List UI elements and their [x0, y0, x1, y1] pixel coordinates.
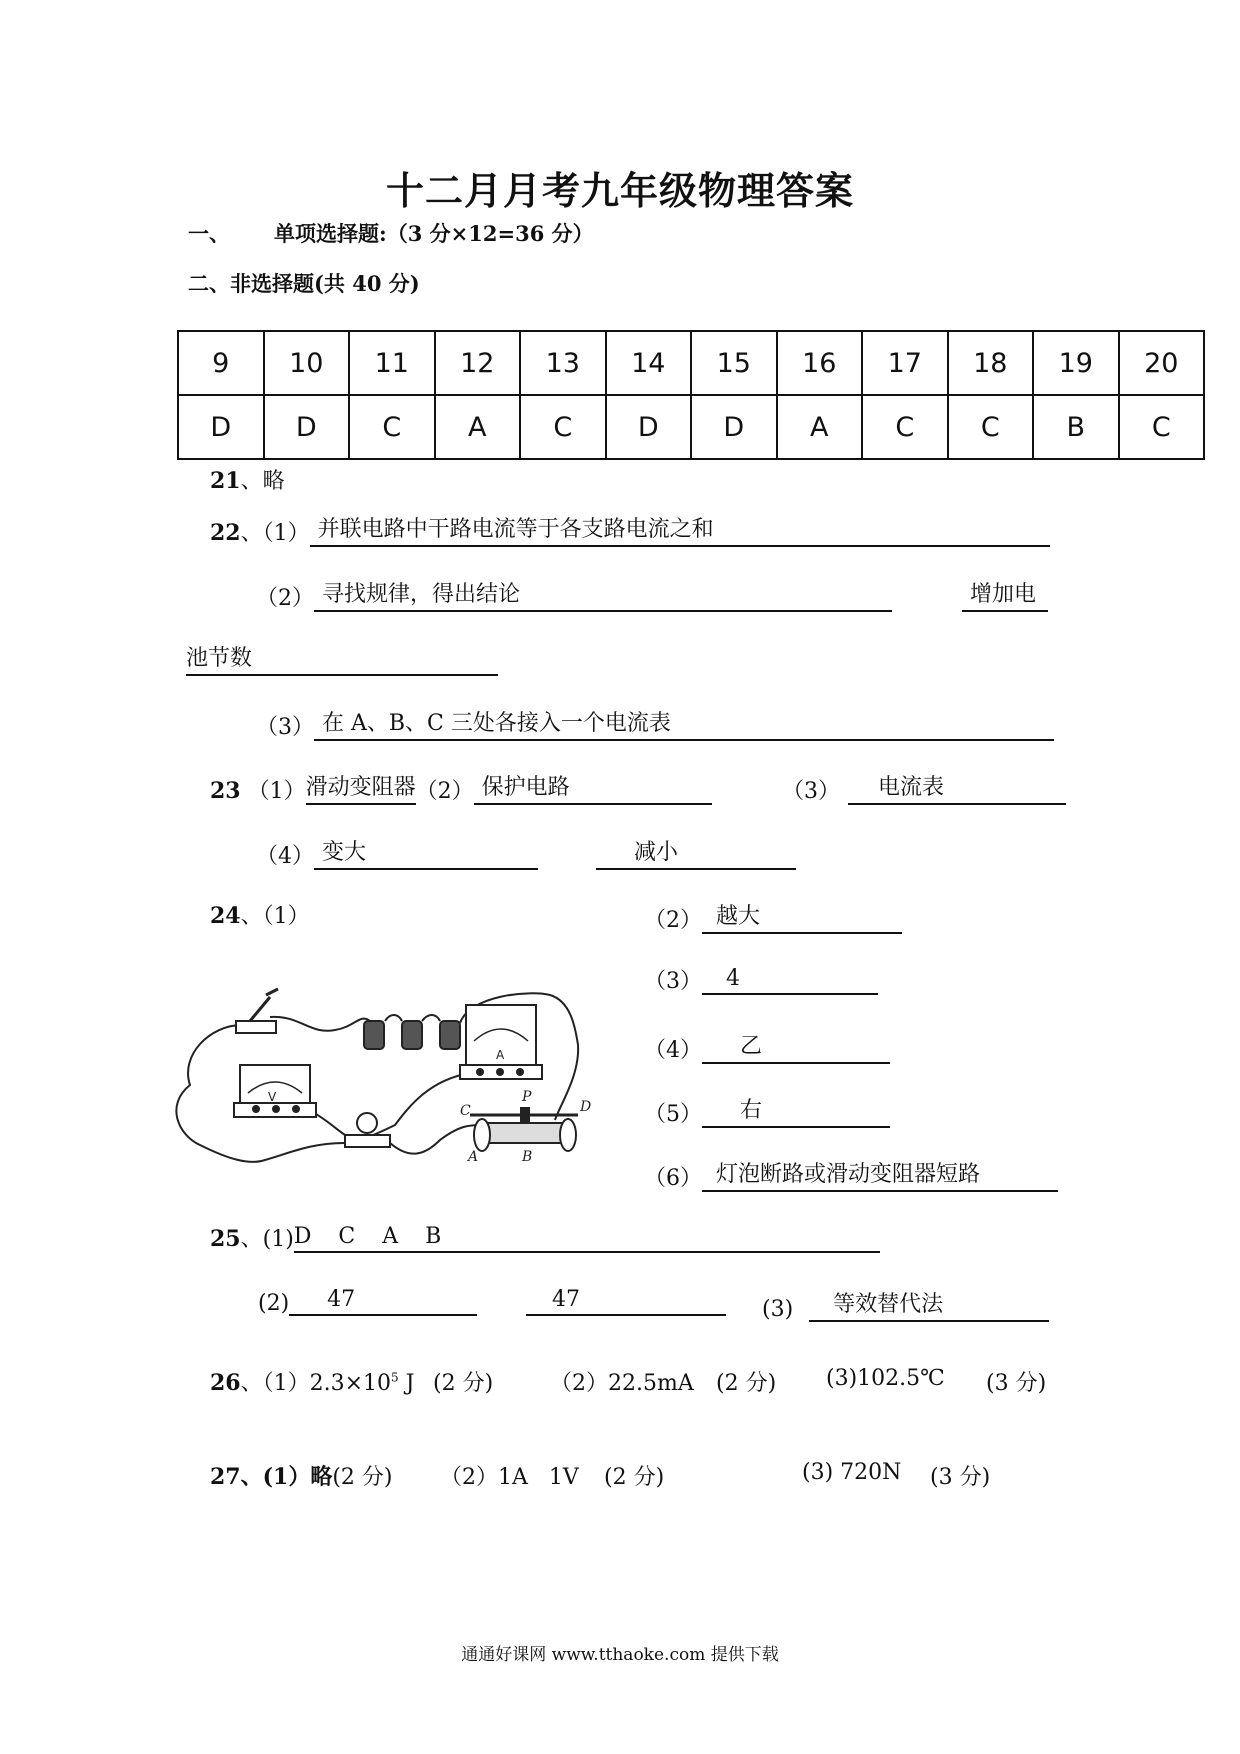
q21-line	[210, 464, 285, 495]
q25-part1-answer: D C A B	[293, 1224, 442, 1249]
q24-part6-answer: 灯泡断路或滑动变阻器短路	[716, 1162, 981, 1187]
q24-part5-label: （5）	[644, 1102, 702, 1127]
question-number-cell: 14	[606, 331, 692, 395]
answer-cell: D	[178, 395, 264, 459]
q25-part2-answer1: 47	[327, 1287, 356, 1312]
q22-part2-label: （2）	[256, 586, 314, 611]
q25-part1	[210, 1222, 880, 1253]
q22-number: 22	[210, 520, 241, 546]
q24-part5-answer: 右	[740, 1098, 763, 1123]
q25-part2-answer1-blank	[289, 1287, 477, 1316]
battery-icon	[364, 1021, 384, 1049]
q22-part2-answer2-b: 池节数	[186, 646, 253, 671]
q22-part3	[256, 706, 1054, 741]
q24-part4-answer-blank	[702, 1029, 890, 1064]
q26-part1-exponent: 5	[391, 1370, 399, 1385]
answer-cell: A	[777, 395, 863, 459]
q26-part2-answer: 22.5mA	[608, 1371, 694, 1396]
question-number-cell: 13	[520, 331, 606, 395]
q25-part2-answer2-blank	[526, 1287, 726, 1316]
q27-part1-label: 、(1）略	[240, 1464, 333, 1490]
q23-part2-answer: 保护电路	[481, 775, 570, 800]
answer-cell: C	[520, 395, 606, 459]
q21-separator: 、	[240, 469, 263, 494]
q26-part3-score: (3 分)	[986, 1371, 1047, 1396]
q21-answer: 略	[262, 469, 285, 494]
q23-part3-label: （3）	[782, 779, 840, 804]
question-number-cell: 11	[349, 331, 435, 395]
question-number-cell: 18	[948, 331, 1034, 395]
question-number-cell: 17	[862, 331, 948, 395]
wire-right-down	[555, 1045, 578, 1120]
q22-part2-answer1: 寻找规律，得出结论	[322, 582, 521, 607]
q25-part2-label: (2)	[258, 1291, 290, 1316]
q24-part3-label: （3）	[644, 969, 702, 994]
answer-cell: D	[606, 395, 692, 459]
q27-part1-score: (2 分)	[332, 1465, 393, 1490]
q22-part2-answer2-a: 增加电	[970, 582, 1037, 607]
q24-part5	[644, 1093, 890, 1128]
answer-cell: C	[862, 395, 948, 459]
q22-part3-label: （3）	[256, 715, 314, 740]
q22-part1	[210, 512, 1050, 547]
q23-part1-label: （1）	[247, 779, 306, 804]
circuit-diagram	[170, 985, 600, 1185]
q25-part3-answer: 等效替代法	[833, 1292, 944, 1317]
q23-part4-answer1: 变大	[322, 840, 367, 865]
q27-part1	[210, 1460, 393, 1491]
q24-part6	[644, 1157, 1058, 1192]
question-number-cell: 20	[1119, 331, 1205, 395]
q25-part2	[258, 1287, 477, 1316]
q22-part2-answer1-blank	[314, 577, 892, 612]
rheostat-icon	[470, 1107, 578, 1151]
q26-part1-unit: J	[398, 1371, 415, 1396]
question-number-cell: 19	[1033, 331, 1119, 395]
q22-part2	[256, 577, 892, 612]
q23-part4-answer2: 减小	[634, 840, 679, 865]
q23-part3	[782, 770, 1066, 805]
wire-top-1	[270, 1017, 370, 1031]
footer-source: 通通好课网 www.tthaoke.com 提供下载	[461, 1645, 779, 1665]
q24-part3	[644, 964, 878, 995]
section2-label: 二、非选择题(共 40 分)	[188, 271, 420, 296]
answer-cell: C	[349, 395, 435, 459]
q26-part3-answer: 102.5℃	[857, 1366, 945, 1391]
q27-part3-score: (3 分)	[930, 1465, 991, 1490]
terminal-b-label: B	[522, 1149, 533, 1165]
q23-part2-answer-blank	[474, 770, 712, 805]
battery-icon	[402, 1021, 422, 1049]
wire-top-2	[385, 1015, 402, 1021]
q24-part3-answer: 4	[726, 966, 740, 991]
q24-part2-label: （2）	[644, 908, 702, 933]
q26-part3-label: (3)	[826, 1366, 858, 1391]
answer-table-number-row	[178, 331, 1204, 395]
q24-part2-answer-blank	[702, 899, 902, 934]
q25-part2-answer2: 47	[552, 1287, 580, 1312]
q26-part2-score: (2 分)	[716, 1371, 777, 1396]
ammeter-label: A	[496, 1048, 505, 1062]
q24-part1-label: 、（1）	[240, 904, 310, 929]
q22-part3-answer: 在 A、B、C 三处各接入一个电流表	[322, 711, 671, 736]
answer-cell: D	[264, 395, 350, 459]
ammeter-icon	[460, 1005, 542, 1079]
q22-part1-answer: 并联电路中干路电流等于各支路电流之和	[317, 517, 714, 542]
terminal-d-label: D	[580, 1099, 592, 1115]
voltmeter-label: V	[268, 1090, 277, 1104]
answer-cell: D	[691, 395, 777, 459]
q23-part1-answer: 滑动变阻器	[306, 770, 416, 805]
q24-part4-label: （4）	[644, 1038, 702, 1063]
q27-part3-answer: 720N	[840, 1460, 902, 1485]
q26-part2	[550, 1366, 694, 1397]
battery-icon	[440, 1021, 460, 1049]
question-number-cell: 9	[178, 331, 264, 395]
q25-part1-label: 、(1)	[240, 1227, 294, 1252]
answer-table	[177, 330, 1205, 460]
q23-part2-label: （2）	[415, 779, 474, 804]
wire-top-3	[422, 1015, 440, 1021]
q25-part3	[762, 1287, 1049, 1322]
q24-number: 24	[210, 903, 241, 929]
q27-number: 27	[210, 1464, 241, 1490]
q26-part1-label: 、（1）	[240, 1371, 310, 1396]
q24-part5-answer-blank	[702, 1093, 890, 1128]
q24-part1	[210, 899, 310, 930]
terminal-c-label: C	[460, 1103, 471, 1119]
answer-cell: C	[1119, 395, 1205, 459]
q22-part2-answer2-blank-b	[186, 641, 498, 676]
q26-part2-label: （2）	[550, 1371, 608, 1396]
q22-part1-answer-blank	[310, 512, 1050, 547]
q27-part2-label: （2）	[440, 1465, 498, 1490]
answer-table-answer-row	[178, 395, 1204, 459]
battery-cells-icon	[364, 1021, 460, 1049]
q27-part3-label: (3)	[802, 1460, 834, 1485]
question-number-cell: 10	[264, 331, 350, 395]
q22-part3-answer-blank	[314, 706, 1054, 741]
q23-part3-answer: 电流表	[878, 775, 945, 800]
q22-part2-answer2-blank-a	[962, 577, 1048, 612]
switch-icon	[236, 989, 278, 1033]
q23-part4	[256, 835, 538, 870]
answer-cell: A	[435, 395, 521, 459]
voltmeter-icon	[234, 1065, 316, 1117]
q24-part6-label: （6）	[644, 1166, 702, 1191]
answer-cell: B	[1033, 395, 1119, 459]
q26-part3	[826, 1366, 945, 1391]
terminal-a-label: A	[468, 1149, 479, 1165]
q26-part1	[210, 1366, 415, 1397]
q25-number: 25	[210, 1226, 241, 1252]
q26-part1-score: (2 分)	[433, 1371, 494, 1396]
q25-part3-answer-blank	[809, 1287, 1049, 1322]
q24-part6-answer-blank	[702, 1157, 1058, 1192]
page-title: 十二月月考九年级物理答案	[385, 168, 854, 213]
q23-line1	[210, 770, 712, 805]
section1-number: 一、	[188, 221, 230, 246]
q24-part4	[644, 1029, 890, 1064]
q27-part2-answer: 1A 1V	[498, 1465, 579, 1490]
section1-label: 单项选择题:（3 分×12=36 分）	[274, 221, 594, 246]
q27-part2-score: (2 分)	[604, 1465, 665, 1490]
q25-part3-label: (3)	[762, 1297, 794, 1322]
q27-part3	[802, 1460, 901, 1485]
answer-cell: C	[948, 395, 1034, 459]
q24-part2-answer: 越大	[716, 904, 761, 929]
question-number-cell: 12	[435, 331, 521, 395]
q23-part4-answer2-blank	[596, 835, 796, 870]
q24-part4-answer: 乙	[740, 1034, 763, 1059]
q27-part2	[440, 1460, 579, 1491]
q23-part4-label: （4）	[256, 844, 314, 869]
q23-part4-answer1-blank	[314, 835, 538, 870]
q24-part2	[644, 899, 902, 934]
q26-part1-answer-base: 2.3×10	[309, 1371, 392, 1396]
question-number-cell: 16	[777, 331, 863, 395]
terminal-p-label: P	[522, 1089, 532, 1105]
q23-number: 23	[210, 778, 241, 804]
q21-number: 21	[210, 468, 241, 494]
q22-part1-label: 、（1）	[240, 521, 310, 546]
q25-part1-answer-blank	[294, 1224, 880, 1253]
q24-part3-answer-blank	[702, 966, 878, 995]
q26-number: 26	[210, 1370, 241, 1396]
question-number-cell: 15	[691, 331, 777, 395]
q23-part3-answer-blank	[848, 770, 1066, 805]
